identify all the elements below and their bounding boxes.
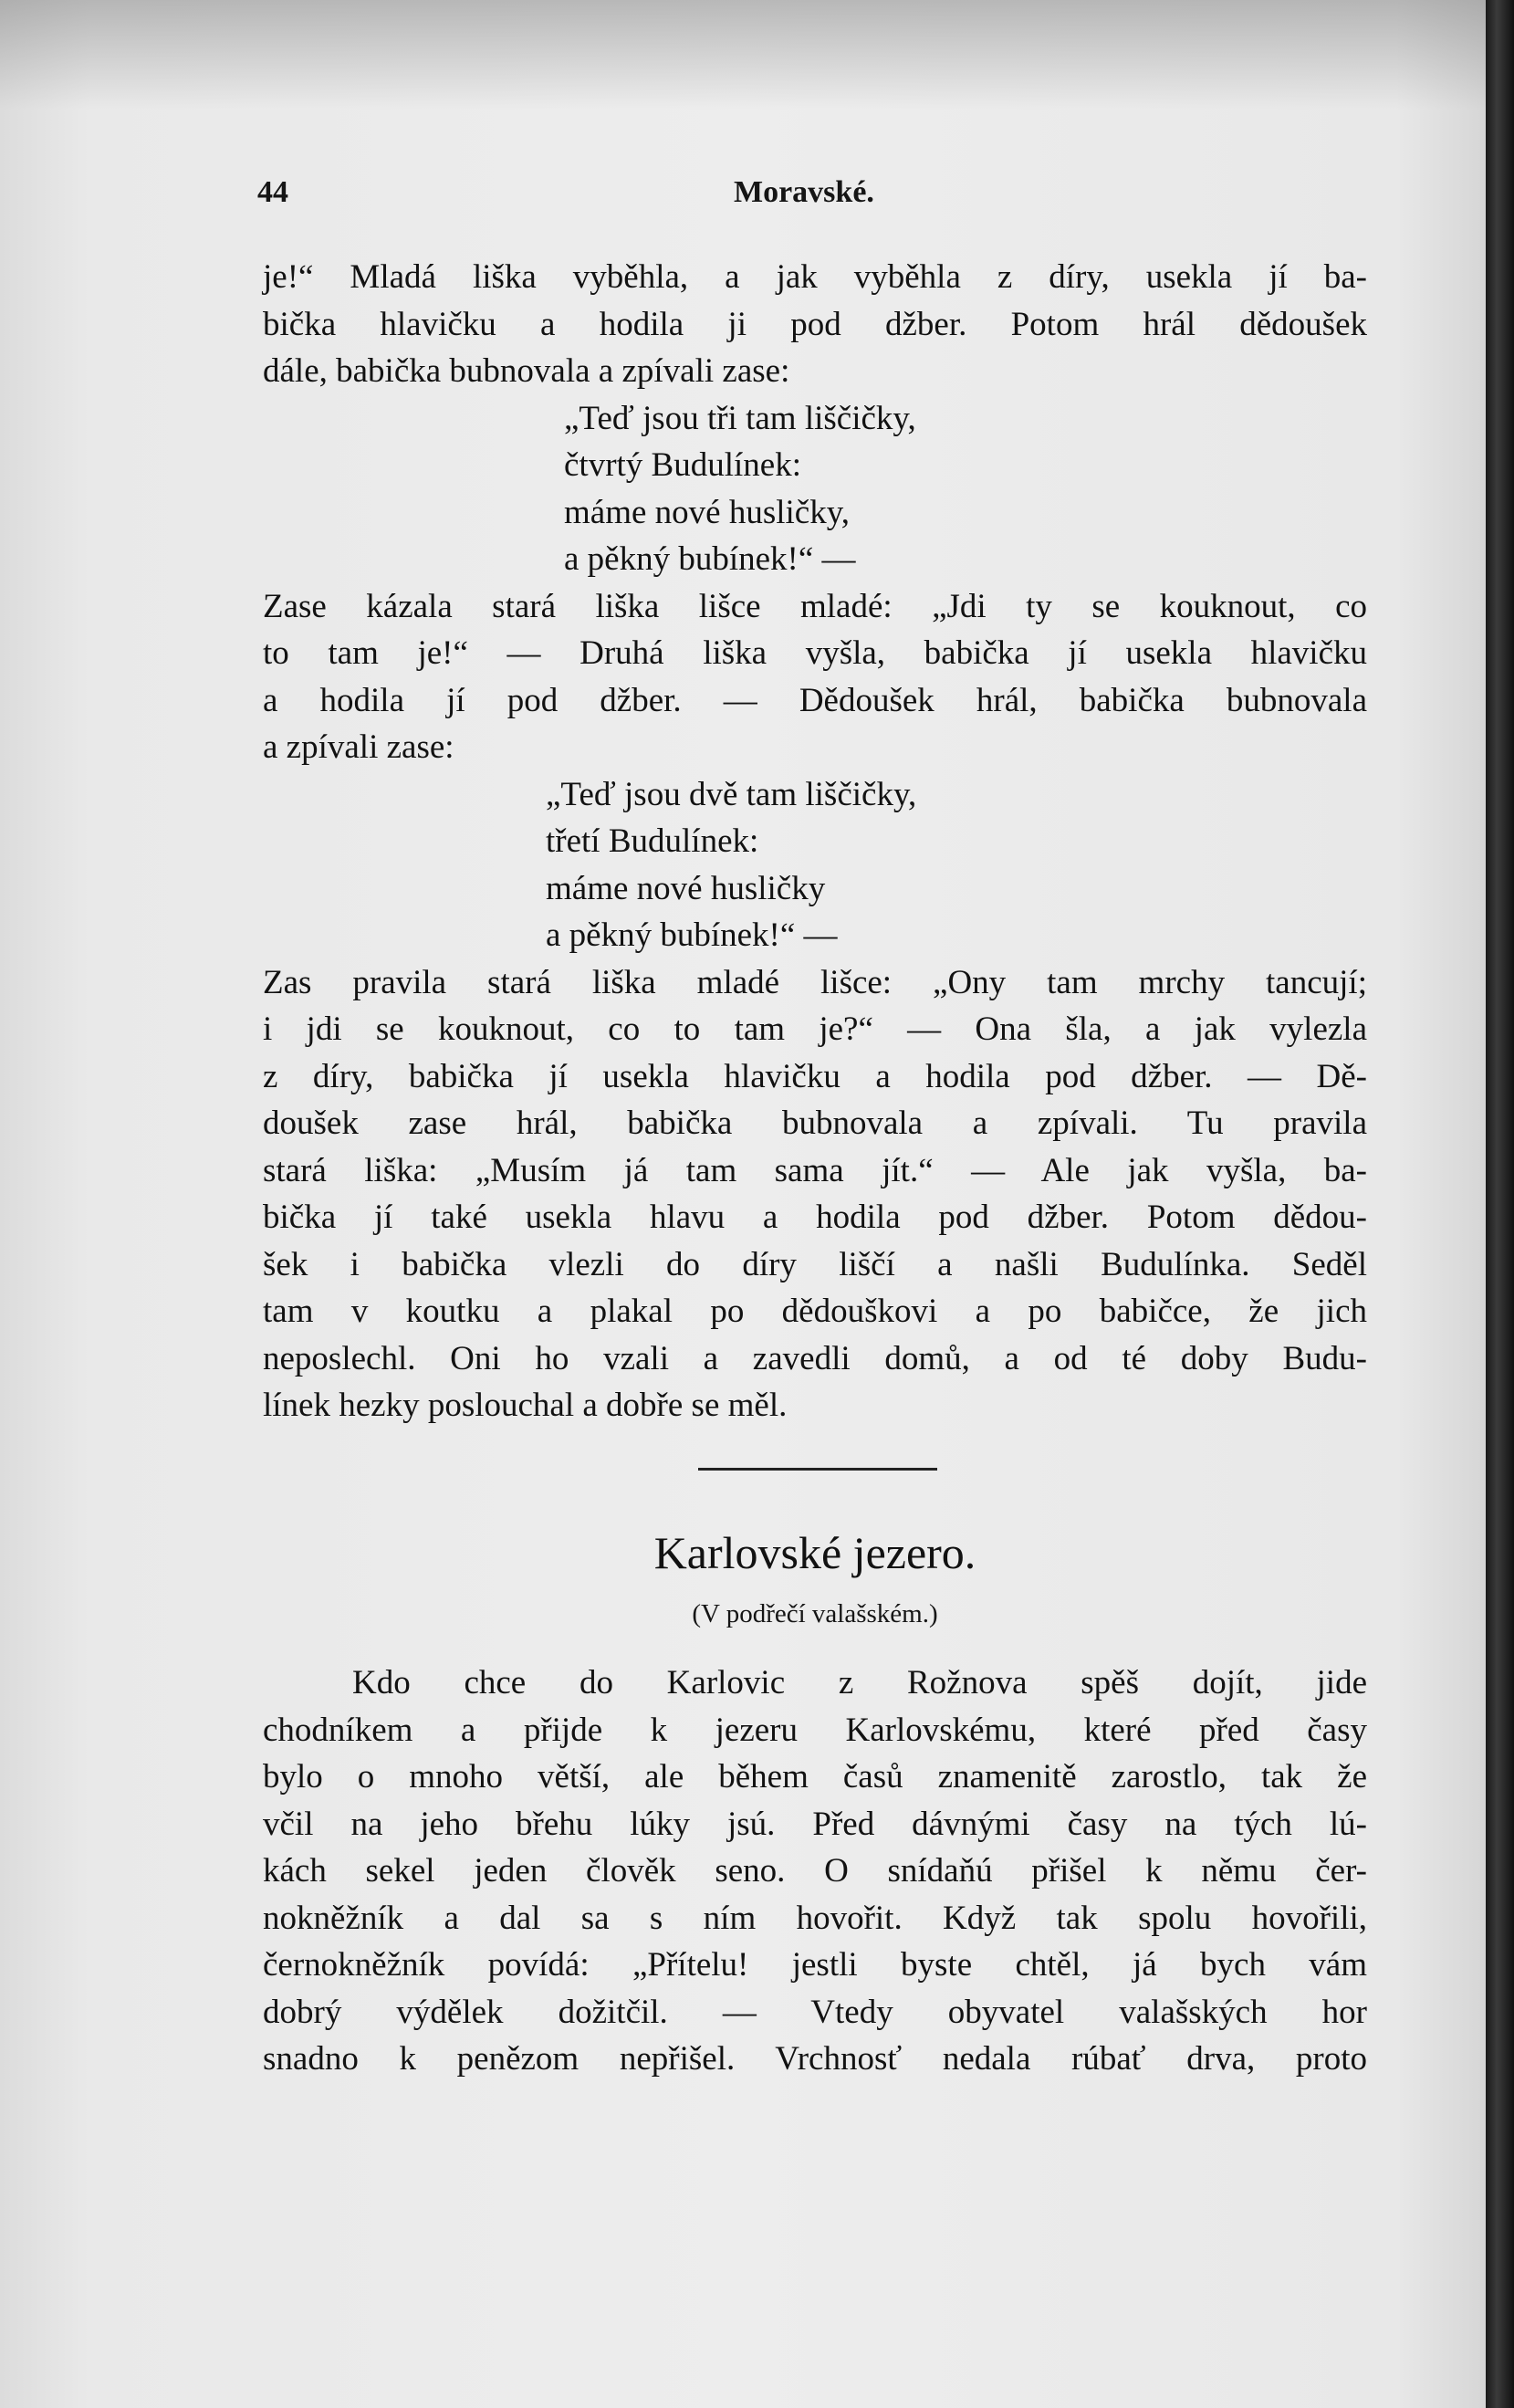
- verse-line: čtvrtý Budulínek:: [564, 446, 801, 484]
- text-line: nokněžník a dal sa s ním hovořit. Když tak spolu hovořili,: [263, 1899, 1367, 1937]
- text-line: stará liška: „Musím já tam sama jít.“ — Ale jak vyšla, ba-: [263, 1151, 1367, 1189]
- story-opening-text: [263, 1659, 1367, 2083]
- section-divider: [698, 1468, 937, 1471]
- text-line: bička jí také usekla hlavu a hodila pod džber. Potom dědou-: [263, 1199, 1367, 1236]
- text-line: Zase kázala stará liška lišce mladé: „Jdi ty se kouknout, co: [263, 587, 1367, 625]
- verse-line: „Teď jsou tři tam liščičky,: [564, 399, 916, 437]
- text-line: šek i babička vlezli do díry liščí a našli Budulínka. Seděl: [263, 1245, 1367, 1283]
- text-line: línek hezky poslouchal a dobře se měl.: [263, 1387, 788, 1424]
- verse-line: „Teď jsou dvě tam liščičky,: [546, 775, 917, 813]
- text-line: a hodila jí pod džber. — Dědoušek hrál, babička bubnovala: [263, 681, 1367, 719]
- text-line: Kdo chce do Karlovic z Rožnova spěš dojít, jide: [352, 1664, 1367, 1701]
- text-line: bička hlavičku a hodila ji pod džber. Potom hrál dědoušek: [263, 305, 1367, 343]
- section-title: Karlovské jezero.: [653, 1527, 976, 1578]
- page-header: [257, 175, 1352, 212]
- running-head: Moravské.: [734, 175, 874, 209]
- page-number: 44: [257, 175, 288, 209]
- section-subtitle: (V podřečí valašském.): [692, 1599, 938, 1628]
- text-line: to tam je!“ — Druhá liška vyšla, babička jí usekla hlavičku: [263, 634, 1367, 672]
- text-line: černokněžník povídá: „Přítelu! jestli byste chtěl, já bych vám: [263, 1946, 1367, 1984]
- text-line: neposlechl. Oni ho vzali a zavedli domů, a od té doby Budu-: [263, 1339, 1367, 1377]
- verse-line: a pěkný bubínek!“ —: [564, 540, 856, 578]
- text-line: je!“ Mladá liška vyběhla, a jak vyběhla z díry, usekla jí ba-: [263, 258, 1367, 296]
- text-line: Zas pravila stará liška mladé lišce: „Ony tam mrchy tancují;: [263, 963, 1367, 1001]
- verse-line: máme nové husličky,: [564, 493, 851, 531]
- text-line: tam v koutku a plakal po dědouškovi a po babičce, že jich: [263, 1293, 1367, 1330]
- text-line: snadno k penězom nepřišel. Vrchnosť nedala rúbať drva, proto: [263, 2040, 1367, 2078]
- text-line: chodníkem a přijde k jezeru Karlovskému, které před časy: [263, 1711, 1367, 1749]
- text-line: i jdi se kouknout, co to tam je?“ — Ona šla, a jak vylezla: [263, 1010, 1367, 1048]
- text-line: dále, babička bubnovala a zpívali zase:: [263, 352, 790, 390]
- page-edge-shadow: [1486, 0, 1514, 2408]
- verse-line: a pěkný bubínek!“ —: [546, 916, 838, 954]
- text-line: bylo o mnoho větší, ale během časů znamenitě zarostlo, tak že: [263, 1758, 1367, 1796]
- text-line: a zpívali zase:: [263, 728, 454, 766]
- text-line: dobrý výdělek dožitčil. — Vtedy obyvatel valašských hor: [263, 1993, 1367, 2031]
- verse-line: máme nové husličky: [546, 869, 826, 907]
- text-line: z díry, babička jí usekla hlavičku a hodila pod džber. — Dě-: [263, 1057, 1367, 1095]
- text-line: kách sekel jeden člověk seno. O snídaňú přišel k němu čer-: [263, 1852, 1367, 1890]
- text-line: včil na jeho břehu lúky jsú. Před dávnými časy na tých lú-: [263, 1805, 1367, 1843]
- story-ending-text: [263, 254, 1367, 1429]
- verse-line: třetí Budulínek:: [546, 822, 759, 860]
- text-line: doušek zase hrál, babička bubnovala a zpívali. Tu pravila: [263, 1105, 1367, 1142]
